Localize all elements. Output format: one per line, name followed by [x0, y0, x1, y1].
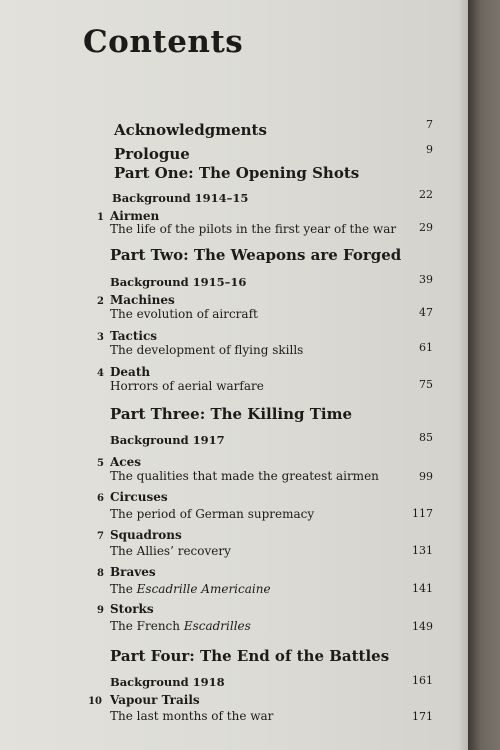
background-entry: Background 1918	[110, 675, 225, 689]
page-number: 85	[419, 431, 433, 444]
description-italic: Escadrilles	[183, 619, 251, 633]
toc-entry-prologue: Prologue	[114, 145, 190, 163]
chapter-number: 2	[97, 296, 104, 307]
chapter-number: 9	[97, 605, 104, 616]
chapter-number: 1	[97, 212, 104, 223]
chapter-description: The last months of the war	[110, 709, 274, 723]
page-number: 29	[419, 221, 433, 234]
chapter-number: 6	[97, 493, 104, 504]
page-number: 99	[419, 470, 433, 483]
chapter-number: 5	[97, 458, 104, 469]
page-title: Contents	[83, 24, 244, 60]
page-number: 7	[426, 118, 433, 131]
chapter-number: 3	[97, 332, 104, 343]
book-edge-shadow	[468, 0, 500, 750]
chapter-description	[110, 619, 251, 633]
chapter-description: The Allies’ recovery	[110, 544, 231, 558]
chapter-title: Braves	[110, 565, 156, 579]
chapter-number: 8	[97, 568, 104, 579]
page-number: 75	[419, 378, 433, 391]
description-text: The French	[110, 619, 184, 633]
chapter-title: Storks	[110, 602, 154, 616]
page-number: 131	[412, 544, 433, 557]
part-heading: Part Two: The Weapons are Forged	[110, 246, 402, 264]
page-number: 171	[412, 710, 433, 723]
page-number: 141	[412, 582, 433, 595]
chapter-number: 7	[97, 531, 104, 542]
toc-entry-acknowledgments: Acknowledgments	[114, 121, 267, 139]
chapter-title: Squadrons	[110, 528, 182, 542]
chapter-title: Tactics	[110, 329, 158, 343]
page-number: 117	[412, 507, 433, 520]
page-number: 61	[419, 341, 433, 354]
background-entry: Background 1917	[110, 433, 225, 447]
page-number: 9	[426, 143, 433, 156]
chapter-description: The period of German supremacy	[110, 507, 315, 521]
page-number: 22	[419, 188, 433, 201]
background-entry: Background 1914–15	[112, 191, 249, 205]
chapter-title: Airmen	[110, 209, 160, 223]
page-number: 149	[412, 620, 433, 633]
chapter-number: 10	[88, 696, 102, 707]
chapter-number: 4	[97, 368, 104, 379]
chapter-description: Horrors of aerial warfare	[110, 379, 264, 393]
page-number: 39	[419, 273, 433, 286]
chapter-description: The life of the pilots in the first year of the war	[110, 222, 397, 236]
chapter-description	[110, 582, 271, 596]
chapter-description: The qualities that made the greatest airmen	[110, 469, 379, 483]
page-number: 47	[419, 306, 433, 319]
part-heading: Part Four: The End of the Battles	[110, 647, 390, 665]
part-heading: Part Three: The Killing Time	[110, 405, 353, 423]
chapter-title: Machines	[110, 293, 175, 307]
chapter-description: The development of flying skills	[110, 343, 304, 357]
description-text: The	[110, 582, 137, 596]
chapter-title: Circuses	[110, 490, 168, 504]
description-italic: Escadrille Americaine	[136, 582, 271, 596]
background-entry: Background 1915–16	[110, 275, 247, 289]
page-number: 161	[412, 674, 433, 687]
chapter-title: Death	[110, 365, 151, 379]
chapter-description: The evolution of aircraft	[110, 307, 258, 321]
chapter-title: Vapour Trails	[110, 693, 200, 707]
part-heading: Part One: The Opening Shots	[114, 164, 360, 182]
chapter-title: Aces	[110, 455, 142, 469]
